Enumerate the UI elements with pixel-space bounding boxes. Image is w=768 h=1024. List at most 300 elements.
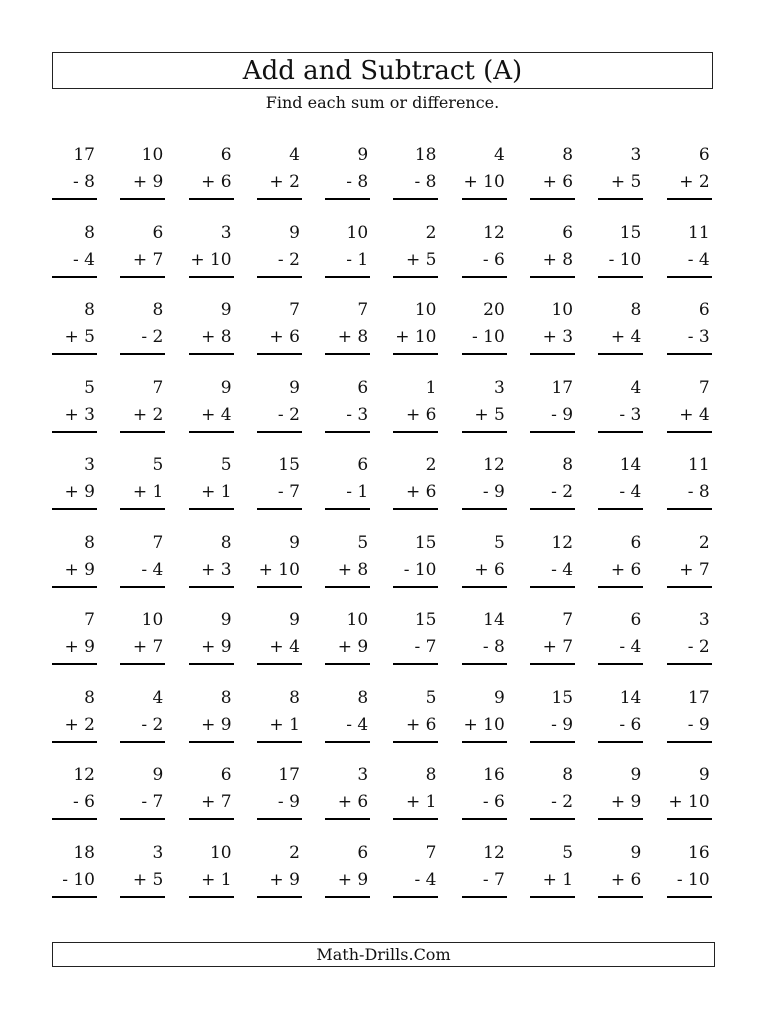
problem-operation: - 6 — [73, 792, 95, 812]
problem-top-number: 17 — [688, 687, 710, 708]
answer-line — [598, 431, 643, 433]
problem-operation: - 6 — [482, 249, 505, 270]
problem-operation: + 6 — [474, 559, 505, 580]
problem-top-number: 10 — [346, 222, 369, 243]
problem-cell — [598, 610, 643, 688]
problem-operation: + 6 — [542, 172, 574, 192]
problem-cell — [530, 843, 575, 921]
problem-cell — [52, 533, 97, 611]
problem-cell — [393, 300, 438, 378]
problem-top-number: 9 — [289, 222, 300, 243]
answer-line — [667, 276, 712, 278]
problem-operation: + 9 — [337, 637, 369, 657]
problem-operation: + 5 — [406, 249, 437, 270]
problem-operation: + 2 — [679, 172, 710, 192]
problem-operation: + 8 — [542, 249, 574, 270]
problem-top-number: 16 — [483, 765, 505, 785]
answer-line — [257, 276, 302, 278]
problem-operation: + 6 — [201, 172, 232, 192]
problem-operation: - 10 — [608, 249, 642, 270]
problem-operation: - 1 — [346, 249, 369, 270]
answer-line — [325, 198, 370, 200]
answer-line — [120, 353, 165, 355]
answer-line — [52, 198, 97, 200]
problem-top-number: 5 — [220, 455, 232, 475]
problem-operation: + 1 — [269, 714, 300, 735]
problem-cell — [325, 688, 370, 766]
problem-cell — [530, 688, 575, 766]
problem-top-number: 8 — [357, 687, 369, 708]
problem-operation: - 9 — [551, 714, 574, 735]
problem-operation: - 9 — [551, 404, 574, 425]
problem-top-number: 10 — [346, 610, 369, 630]
answer-line — [530, 818, 575, 820]
answer-line — [257, 353, 302, 355]
problem-top-number: 6 — [220, 145, 232, 165]
answer-line — [393, 276, 438, 278]
problem-operation: - 10 — [676, 869, 710, 890]
answer-line — [325, 276, 370, 278]
problem-operation: + 5 — [64, 327, 95, 347]
problem-top-number: 4 — [289, 145, 300, 165]
problem-top-number: 5 — [425, 687, 437, 708]
problem-operation: + 9 — [269, 869, 300, 890]
answer-line — [325, 586, 370, 588]
problem-cell — [257, 688, 302, 766]
problem-cell — [462, 378, 507, 456]
problem-top-number: 17 — [73, 145, 95, 165]
problem-operation: - 4 — [141, 559, 164, 580]
problem-top-number: 5 — [84, 377, 95, 398]
problem-top-number: 9 — [289, 532, 300, 553]
answer-line — [189, 896, 234, 898]
problem-operation: - 8 — [346, 172, 369, 192]
problem-top-number: 15 — [551, 687, 574, 708]
answer-line — [598, 818, 643, 820]
problem-operation: + 7 — [132, 249, 164, 270]
problem-top-number: 12 — [483, 222, 505, 243]
problem-operation: - 8 — [73, 172, 95, 192]
problem-top-number: 1 — [425, 377, 437, 398]
answer-line — [393, 198, 438, 200]
problem-cell — [52, 300, 97, 378]
problem-top-number: 8 — [289, 687, 300, 708]
problem-cell — [667, 610, 712, 688]
problem-cell — [257, 145, 302, 223]
answer-line — [325, 896, 370, 898]
problem-cell — [52, 765, 97, 843]
problem-operation: + 5 — [610, 172, 642, 192]
problem-top-number: 7 — [152, 532, 164, 553]
answer-line — [120, 198, 165, 200]
answer-line — [530, 353, 575, 355]
problem-cell — [462, 610, 507, 688]
problem-top-number: 9 — [220, 300, 232, 320]
answer-line — [530, 741, 575, 743]
problem-cell — [120, 145, 165, 223]
problem-cell — [530, 533, 575, 611]
problem-top-number: 3 — [152, 842, 164, 863]
problem-operation: + 9 — [201, 714, 232, 735]
problem-operation: + 9 — [132, 172, 164, 192]
answer-line — [393, 818, 438, 820]
problem-top-number: 12 — [483, 455, 505, 475]
problem-operation: - 9 — [277, 792, 300, 812]
problem-cell — [52, 455, 97, 533]
problem-top-number: 17 — [551, 377, 574, 398]
problem-operation: + 5 — [132, 869, 164, 890]
problem-top-number: 11 — [688, 455, 710, 475]
answer-line — [325, 508, 370, 510]
problem-operation: - 4 — [414, 869, 437, 890]
problem-operation: - 2 — [551, 792, 574, 812]
problem-operation: + 9 — [201, 637, 232, 657]
problem-top-number: 7 — [425, 842, 437, 863]
problem-cell — [120, 843, 165, 921]
problem-cell — [667, 765, 712, 843]
problem-top-number: 15 — [619, 222, 642, 243]
problem-operation: - 10 — [62, 869, 95, 890]
problem-top-number: 6 — [220, 765, 232, 785]
problem-operation: - 2 — [277, 404, 300, 425]
answer-line — [393, 508, 438, 510]
problem-operation: + 3 — [542, 327, 574, 347]
problem-cell — [393, 610, 438, 688]
problem-top-number: 7 — [562, 610, 574, 630]
problem-top-number: 8 — [425, 765, 437, 785]
problem-top-number: 7 — [152, 377, 164, 398]
problem-cell — [598, 688, 643, 766]
problem-top-number: 8 — [562, 765, 574, 785]
answer-line — [52, 353, 97, 355]
answer-line — [667, 353, 712, 355]
problem-cell — [393, 378, 438, 456]
problem-operation: - 4 — [346, 714, 369, 735]
problem-cell — [530, 145, 575, 223]
answer-line — [667, 818, 712, 820]
problem-operation: - 2 — [141, 714, 164, 735]
problem-operation: + 10 — [258, 559, 300, 580]
problem-operation: + 6 — [337, 792, 369, 812]
problem-operation: + 2 — [64, 714, 95, 735]
problem-top-number: 2 — [425, 455, 437, 475]
answer-line — [120, 818, 165, 820]
problem-operation: + 6 — [406, 404, 437, 425]
problem-operation: + 3 — [64, 404, 95, 425]
answer-line — [120, 431, 165, 433]
answer-line — [530, 431, 575, 433]
answer-line — [189, 741, 234, 743]
problem-cell — [462, 765, 507, 843]
problem-cell — [189, 843, 234, 921]
problem-operation: + 1 — [406, 792, 437, 812]
answer-line — [598, 508, 643, 510]
answer-line — [189, 818, 234, 820]
problem-cell — [393, 533, 438, 611]
problem-top-number: 2 — [698, 532, 710, 553]
problem-operation: + 6 — [406, 714, 437, 735]
answer-line — [530, 586, 575, 588]
answer-line — [52, 508, 97, 510]
problem-top-number: 6 — [152, 222, 164, 243]
problem-operation: - 4 — [619, 482, 642, 502]
problem-operation: - 3 — [346, 404, 369, 425]
problem-operation: - 8 — [414, 172, 437, 192]
problem-operation: + 8 — [201, 327, 232, 347]
answer-line — [393, 663, 438, 665]
answer-line — [52, 663, 97, 665]
answer-line — [189, 508, 234, 510]
answer-line — [120, 276, 165, 278]
answer-line — [52, 741, 97, 743]
answer-line — [189, 431, 234, 433]
answer-line — [598, 896, 643, 898]
problem-operation: + 9 — [610, 792, 642, 812]
problem-operation: + 9 — [337, 869, 369, 890]
problem-top-number: 15 — [414, 532, 437, 553]
problem-operation: - 1 — [346, 482, 369, 502]
problem-cell — [120, 688, 165, 766]
answer-line — [530, 663, 575, 665]
answer-line — [462, 276, 507, 278]
problem-top-number: 15 — [414, 610, 437, 630]
problem-top-number: 15 — [278, 455, 300, 475]
problem-cell — [325, 765, 370, 843]
answer-line — [120, 508, 165, 510]
problem-operation: - 7 — [141, 792, 164, 812]
problem-cell — [393, 223, 438, 301]
answer-line — [189, 663, 234, 665]
answer-line — [120, 896, 165, 898]
answer-line — [120, 586, 165, 588]
answer-line — [325, 818, 370, 820]
problem-cell — [667, 688, 712, 766]
problem-cell — [598, 145, 643, 223]
worksheet-instructions: Find each sum or difference. — [265, 93, 500, 112]
problem-top-number: 3 — [220, 222, 232, 243]
problem-top-number: 7 — [84, 610, 95, 630]
problem-cell — [52, 610, 97, 688]
problem-operation: + 10 — [668, 792, 710, 812]
problem-cell — [598, 300, 643, 378]
problem-operation: + 4 — [610, 327, 642, 347]
problem-cell — [120, 765, 165, 843]
answer-line — [462, 818, 507, 820]
answer-line — [52, 818, 97, 820]
problem-top-number: 3 — [698, 610, 710, 630]
problem-cell — [598, 765, 643, 843]
problem-operation: - 2 — [687, 637, 710, 657]
problem-cell — [530, 300, 575, 378]
problem-top-number: 9 — [630, 765, 642, 785]
problem-cell — [189, 688, 234, 766]
problem-cell — [530, 610, 575, 688]
problem-cell — [667, 533, 712, 611]
answer-line — [257, 663, 302, 665]
problem-cell — [52, 843, 97, 921]
problem-cell — [52, 223, 97, 301]
answer-line — [462, 353, 507, 355]
problem-top-number: 18 — [73, 842, 95, 863]
answer-line — [462, 896, 507, 898]
problem-cell — [189, 223, 234, 301]
problem-cell — [120, 378, 165, 456]
problem-cell — [120, 455, 165, 533]
answer-line — [530, 198, 575, 200]
problem-operation: + 9 — [64, 559, 95, 580]
problem-operation: + 10 — [463, 172, 505, 192]
problem-operation: + 7 — [132, 637, 164, 657]
problem-cell — [598, 843, 643, 921]
answer-line — [52, 896, 97, 898]
answer-line — [189, 198, 234, 200]
problem-operation: - 10 — [472, 327, 505, 347]
problem-top-number: 4 — [152, 687, 164, 708]
problem-top-number: 7 — [698, 377, 710, 398]
problem-operation: + 6 — [269, 327, 300, 347]
problem-cell — [667, 455, 712, 533]
problem-cell — [257, 223, 302, 301]
answer-line — [598, 663, 643, 665]
problem-top-number: 9 — [220, 377, 232, 398]
problem-operation: + 4 — [269, 637, 300, 657]
problem-cell — [325, 145, 370, 223]
problem-cell — [598, 223, 643, 301]
answer-line — [667, 663, 712, 665]
problem-cell — [189, 300, 234, 378]
problem-cell — [325, 610, 370, 688]
problem-operation: - 4 — [73, 249, 95, 270]
problem-top-number: 12 — [483, 842, 505, 863]
answer-line — [120, 663, 165, 665]
problem-top-number: 4 — [630, 377, 642, 398]
problem-cell — [462, 145, 507, 223]
problem-top-number: 10 — [141, 145, 164, 165]
problem-top-number: 8 — [84, 222, 95, 243]
problem-operation: - 8 — [482, 637, 505, 657]
problem-cell — [393, 145, 438, 223]
answer-line — [325, 431, 370, 433]
problem-cell — [325, 455, 370, 533]
answer-line — [257, 586, 302, 588]
problem-operation: + 6 — [406, 482, 437, 502]
problem-top-number: 7 — [289, 300, 300, 320]
problem-cell — [52, 688, 97, 766]
answer-line — [393, 353, 438, 355]
answer-line — [462, 663, 507, 665]
problem-operation: + 7 — [679, 559, 710, 580]
problem-top-number: 16 — [688, 842, 710, 863]
problem-cell — [598, 533, 643, 611]
problem-operation: + 6 — [610, 559, 642, 580]
problem-cell — [462, 843, 507, 921]
problem-top-number: 5 — [562, 842, 574, 863]
answer-line — [325, 663, 370, 665]
problem-top-number: 14 — [619, 455, 642, 475]
problem-cell — [530, 378, 575, 456]
problem-cell — [325, 223, 370, 301]
problem-cell — [393, 688, 438, 766]
problem-cell — [667, 843, 712, 921]
problem-top-number: 12 — [73, 765, 95, 785]
problem-top-number: 8 — [220, 687, 232, 708]
problem-operation: + 4 — [679, 404, 710, 425]
problem-top-number: 8 — [562, 455, 574, 475]
problem-top-number: 5 — [357, 532, 369, 553]
problem-top-number: 8 — [630, 300, 642, 320]
problem-operation: - 7 — [482, 869, 505, 890]
problem-top-number: 5 — [493, 532, 505, 553]
problem-operation: + 10 — [190, 249, 232, 270]
answer-line — [598, 586, 643, 588]
answer-line — [462, 431, 507, 433]
problem-cell — [120, 533, 165, 611]
problem-cell — [257, 378, 302, 456]
problem-cell — [393, 843, 438, 921]
problem-top-number: 9 — [289, 377, 300, 398]
answer-line — [667, 586, 712, 588]
problem-operation: + 8 — [337, 327, 369, 347]
problem-cell — [189, 533, 234, 611]
problem-operation: - 9 — [482, 482, 505, 502]
problem-cell — [257, 533, 302, 611]
problem-cell — [462, 455, 507, 533]
problem-top-number: 8 — [84, 687, 95, 708]
problem-cell — [325, 378, 370, 456]
problem-cell — [530, 765, 575, 843]
problem-top-number: 6 — [357, 377, 369, 398]
answer-line — [393, 896, 438, 898]
problem-cell — [462, 223, 507, 301]
answer-line — [667, 198, 712, 200]
problem-top-number: 8 — [220, 532, 232, 553]
problem-cell — [598, 378, 643, 456]
footer-text: Math-Drills.Com — [316, 945, 451, 964]
problem-operation: + 5 — [474, 404, 505, 425]
answer-line — [189, 353, 234, 355]
problem-cell — [667, 145, 712, 223]
problem-operation: + 1 — [201, 482, 232, 502]
problem-top-number: 5 — [152, 455, 164, 475]
answer-line — [598, 276, 643, 278]
problem-cell — [257, 843, 302, 921]
problem-cell — [667, 223, 712, 301]
problem-cell — [189, 455, 234, 533]
answer-line — [120, 741, 165, 743]
problem-top-number: 10 — [141, 610, 164, 630]
problem-cell — [189, 610, 234, 688]
problem-top-number: 6 — [630, 532, 642, 553]
problem-top-number: 9 — [152, 765, 164, 785]
problem-operation: - 3 — [619, 404, 642, 425]
answer-line — [462, 741, 507, 743]
problem-operation: - 2 — [551, 482, 574, 502]
problem-operation: + 8 — [337, 559, 369, 580]
problem-operation: - 9 — [687, 714, 710, 735]
answer-line — [257, 741, 302, 743]
answer-line — [598, 198, 643, 200]
answer-line — [598, 741, 643, 743]
answer-line — [667, 741, 712, 743]
problem-operation: - 4 — [551, 559, 574, 580]
problem-top-number: 3 — [357, 765, 369, 785]
answer-line — [530, 896, 575, 898]
problem-cell — [667, 378, 712, 456]
answer-line — [257, 508, 302, 510]
answer-line — [393, 431, 438, 433]
problem-operation: + 9 — [64, 637, 95, 657]
answer-line — [530, 276, 575, 278]
